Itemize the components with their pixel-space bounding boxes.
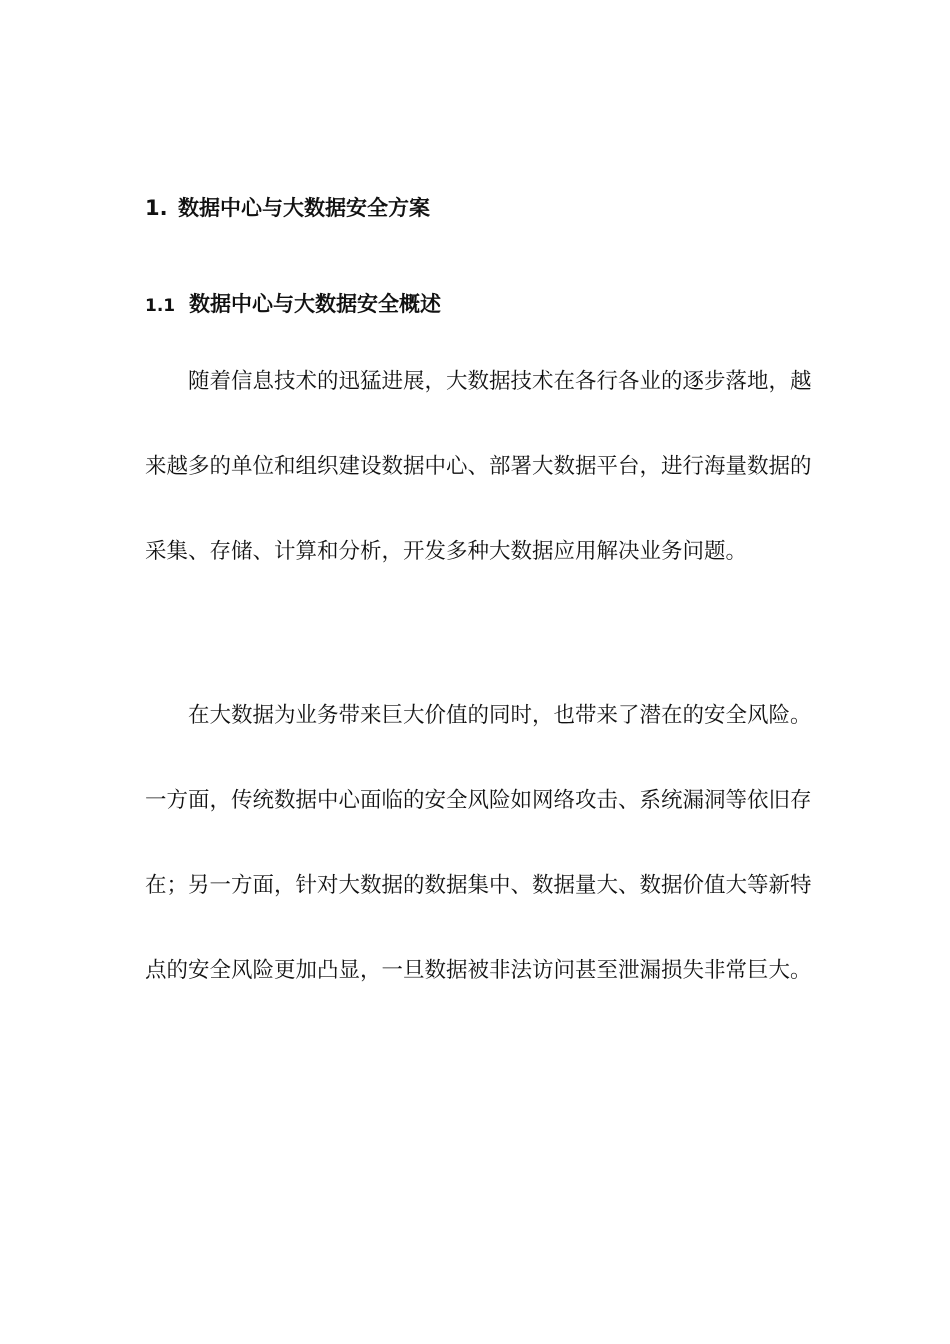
- subsection-title: 数据中心与大数据安全概述: [189, 292, 441, 316]
- body-paragraph-1: 随着信息技术的迅猛进展，大数据技术在各行各业的逐步落地，越来越多的单位和组织建设数据中心、部署大数据平台，进行海量数据的采集、存储、计算和分析，开发多种大数据应用解决业务问题。: [145, 369, 812, 564]
- body-paragraph-2: 在大数据为业务带来巨大价值的同时，也带来了潜在的安全风险。一方面，传统数据中心面临的安全风险如网络攻击、系统漏洞等依旧存在；另一方面，针对大数据的数据集中、数据量大、数据价值大等新特点的安全风险更加凸显，一旦数据被非法访问甚至泄漏损失非常巨大。: [145, 703, 812, 983]
- section-heading-1: [145, 193, 430, 223]
- section-title: 数据中心与大数据安全方案: [178, 196, 430, 220]
- subsection-number: 1.1: [145, 296, 176, 316]
- subsection-heading-1-1: [145, 289, 441, 321]
- section-number: 1.: [145, 196, 168, 220]
